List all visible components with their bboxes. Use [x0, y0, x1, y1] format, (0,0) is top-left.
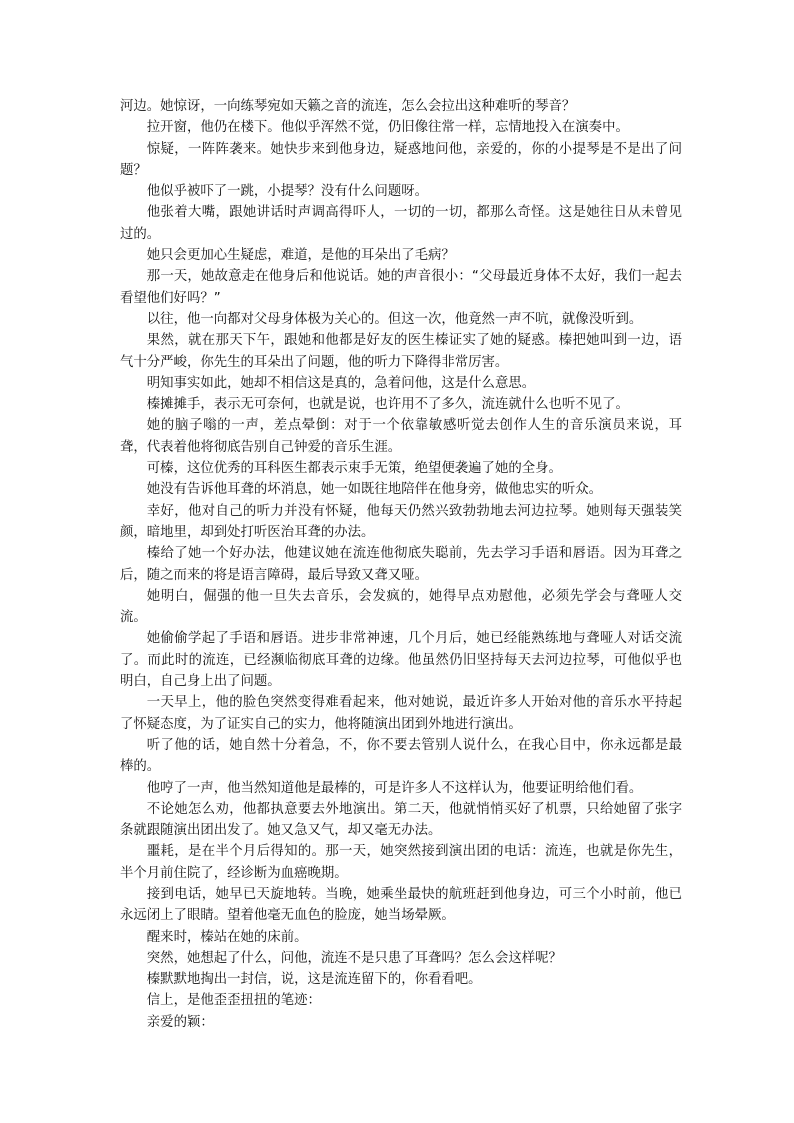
paragraph: 她的脑子嗡的一声，差点晕倒：对于一个依靠敏感听觉去创作人生的音乐演员来说，耳聋，代表着他将彻底告别自己钟爱的音乐生涯。: [120, 418, 682, 455]
paragraph: 不论她怎么劝，他都执意要去外地演出。第二天，他就悄悄买好了机票，只给她留了张字条就跟随演出团出发了。她又急又气，却又毫无办法。: [120, 801, 682, 839]
paragraph: 她只会更加心生疑虑，难道，是他的耳朵出了毛病？: [146, 248, 455, 264]
paragraph: 她明白，倔强的他一旦失去音乐，会发疯的，她得早点劝慰他，必须先学会与聋哑人交流。: [120, 588, 682, 626]
paragraph: 榛摊摊手，表示无可奈何，也就是说，也许用不了多久，流连就什么也听不见了。: [146, 397, 629, 413]
document-page: [120, 96, 682, 1033]
paragraph: 他似乎被吓了一跳，小提琴？没有什么问题呀。: [146, 184, 428, 200]
paragraph: 河边。她惊讶，一向练琴宛如天籁之音的流连，怎么会拉出这种难听的琴音？: [120, 99, 576, 114]
paragraph: 听了他的话，她自然十分着急，不，你不要去管别人说什么，在我心目中，你永远都是最棒的。: [120, 737, 682, 775]
paragraph: 一天早上，他的脸色突然变得难看起来，他对她说，最近许多人开始对他的音乐水平持起了怀疑态度，为了证实自己的实力，他将随演出团到外地进行演出。: [120, 695, 682, 732]
paragraph: 果然，就在那天下午，跟她和他都是好友的医生榛证实了她的疑惑。榛把她叫到一边，语气十分严峻，你先生的耳朵出了问题，他的听力下降得非常厉害。: [120, 333, 682, 370]
paragraph: 他张着大嘴，跟她讲话时声调高得吓人，一切的一切，都那么奇怪。这是她往日从未曾见过的。: [120, 205, 682, 242]
paragraph: 明知事实如此，她却不相信这是真的，急着问他，这是什么意思。: [146, 375, 536, 391]
paragraph: 惊疑，一阵阵袭来。她快步来到他身边，疑惑地问他，亲爱的，你的小提琴是不是出了问题？: [120, 141, 682, 178]
paragraph: 接到电话，她早已天旋地转。当晚，她乘坐最快的航班赶到他身边，可三个小时前，他已永远闭上了眼睛。望着他毫无血色的脸庞，她当场晕厥。: [120, 886, 682, 924]
paragraph: 醒来时，榛站在她的床前。: [146, 929, 308, 945]
paragraph: 信上，是他歪歪扭扭的笔迹：: [146, 993, 321, 1009]
paragraph: 以往，他一向都对父母身体极为关心的。但这一次，他竟然一声不吭，就像没听到。: [146, 311, 643, 327]
paragraph: 她偷偷学起了手语和唇语。进步非常神速，几个月后，她已经能熟练地与聋哑人对话交流了。而此时的流连，已经濒临彻底耳聋的边缘。他虽然仍旧坚持每天去河边拉琴，可他似乎也明白，自己身上出了问题。: [120, 631, 682, 690]
paragraph: 他哼了一声，他当然知道他是最棒的，可是许多人不这样认为，他要证明给他们看。: [146, 780, 643, 796]
paragraph: 亲爱的颖：: [146, 1014, 214, 1030]
paragraph: 榛默默地掏出一封信，说，这是流连留下的，你看看吧。: [146, 972, 482, 988]
paragraph: 突然，她想起了什么，问他，流连不是只患了耳聋吗？怎么会这样呢？: [146, 950, 562, 966]
paragraph: 幸好，他对自己的听力并没有怀疑，他每天仍然兴致勃勃地去河边拉琴。她则每天强装笑颜，暗地里，却到处打听医治耳聋的办法。: [120, 503, 682, 540]
paragraph: 拉开窗，他仍在楼下。他似乎浑然不觉，仍旧像往常一样，忘情地投入在演奏中。: [146, 120, 629, 136]
paragraph: 榛给了她一个好办法，他建议她在流连他彻底失聪前，先去学习手语和唇语。因为耳聋之后，随之而来的将是语言障碍，最后导致又聋又哑。: [120, 546, 682, 583]
paragraph: 可榛，这位优秀的耳科医生都表示束手无策，绝望便袭遍了她的全身。: [146, 461, 562, 477]
paragraph: 那一天，她故意走在他身后和他说话。她的声音很小：“父母最近身体不太好，我们一起去看望他们好吗？”: [120, 269, 682, 306]
paragraph: 噩耗，是在半个月后得知的。那一天，她突然接到演出团的电话：流连，也就是你先生，半个月前住院了，经诊断为血癌晚期。: [120, 844, 682, 881]
paragraph: 她没有告诉他耳聋的坏消息，她一如既往地陪伴在他身旁，做他忠实的听众。: [146, 482, 603, 498]
